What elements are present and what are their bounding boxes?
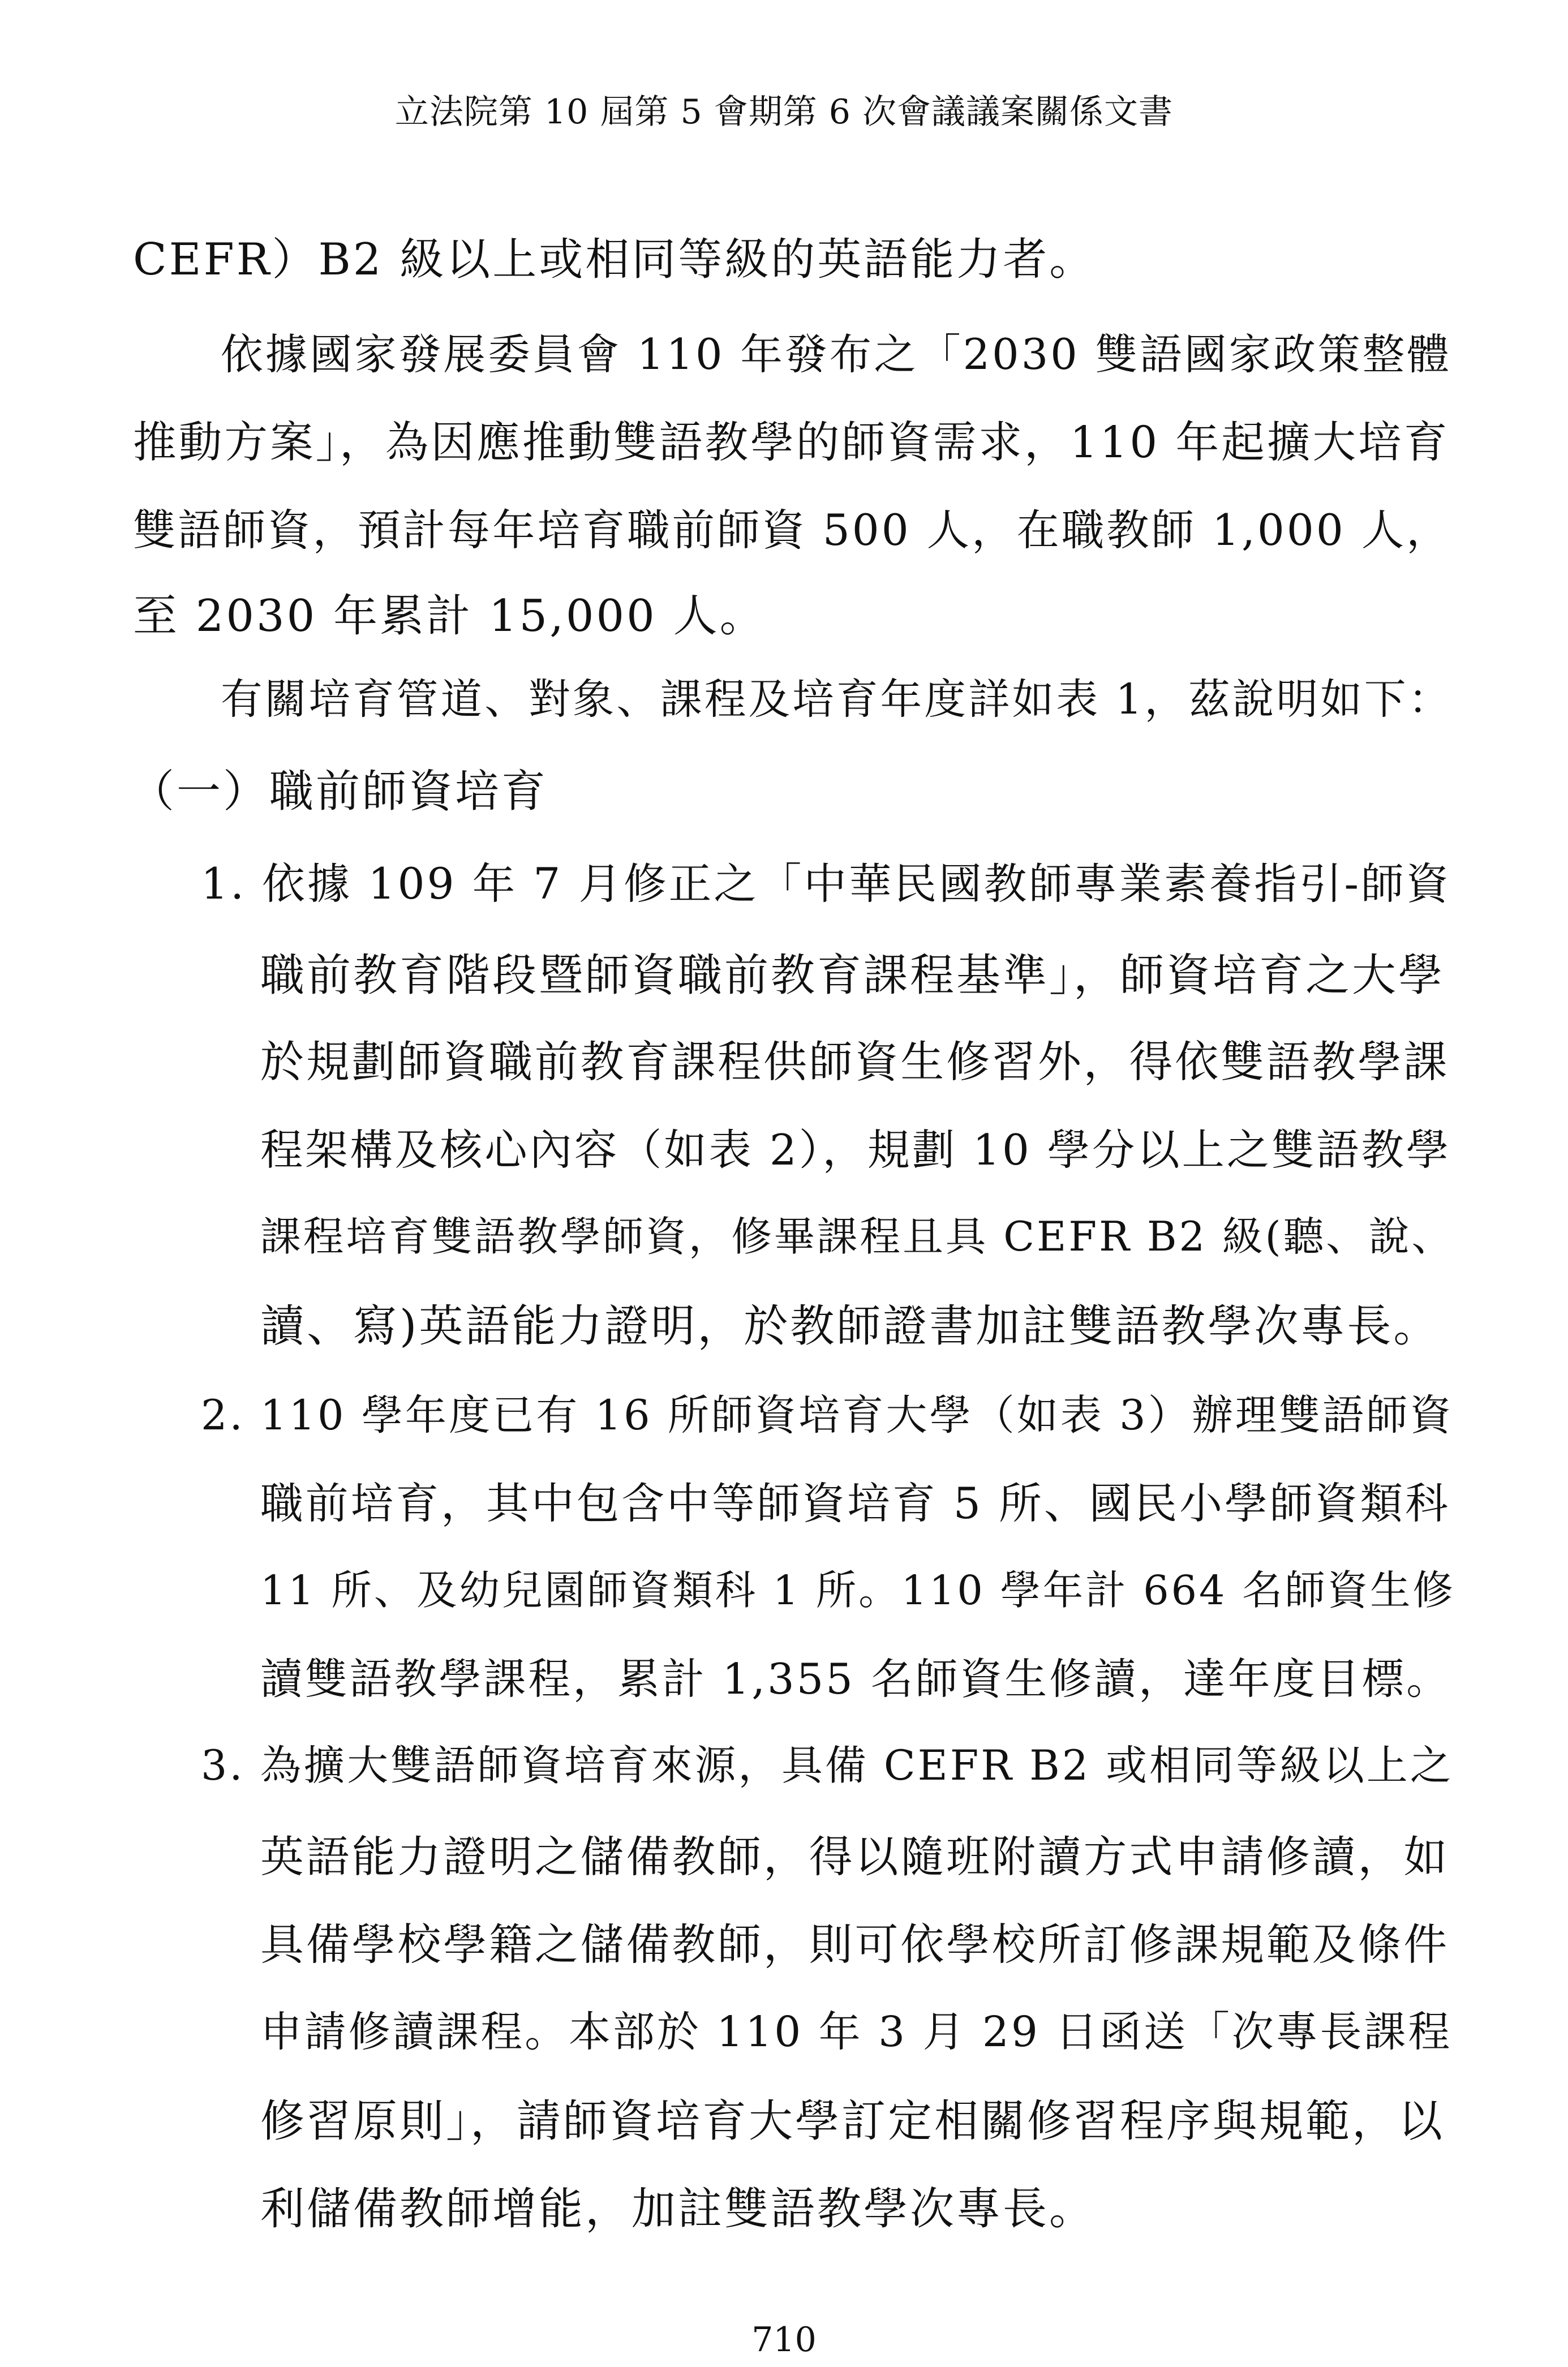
list-item-line: 具備學校學籍之儲備教師，則可依學校所訂修課規範及條件 bbox=[260, 1920, 1450, 1970]
paragraph-line: 依據國家發展委員會 110 年發布之「2030 雙語國家政策整體 bbox=[221, 330, 1451, 379]
list-item-line: 課程培育雙語教學師資，修畢課程且具 CEFR B2 級(聽、說、 bbox=[260, 1213, 1455, 1260]
paragraph-line: CEFR）B2 級以上或相同等級的英語能力者。 bbox=[133, 234, 1096, 285]
list-item-line: 職前培育，其中包含中等師資培育 5 所、國民小學師資類科 bbox=[260, 1479, 1450, 1528]
paragraph-line: 雙語師資，預計每年培育職前師資 500 人，在職教師 1,000 人， bbox=[133, 505, 1451, 555]
list-item-line: 2. 110 學年度已有 16 所師資培育大學（如表 3）辦理雙語師資 bbox=[201, 1391, 1454, 1440]
list-item-line: 申請修讀課程。本部於 110 年 3 月 29 日函送「次專長課程 bbox=[260, 2008, 1453, 2056]
list-item-line: 職前教育階段暨師資職前教育課程基準」，師資培育之大學 bbox=[260, 950, 1445, 1001]
paragraph-line: 推動方案」，為因應推動雙語教學的師資需求，110 年起擴大培育 bbox=[133, 418, 1450, 468]
page-number: 710 bbox=[751, 2320, 817, 2360]
list-item-line: 1. 依據 109 年 7 月修正之「中華民國教師專業素養指引-師資 bbox=[201, 859, 1451, 909]
document-header: 立法院第 10 屆第 5 會期第 6 次會議議案關係文書 bbox=[394, 92, 1174, 132]
list-item-line: 修習原則」，請師資培育大學訂定相關修習程序與規範，以 bbox=[260, 2096, 1445, 2147]
list-item-line: 程架構及核心內容（如表 2），規劃 10 學分以上之雙語教學 bbox=[260, 1125, 1451, 1175]
paragraph-line: 至 2030 年累計 15,000 人。 bbox=[133, 591, 766, 642]
list-item-line: 11 所、及幼兒園師資類科 1 所。110 學年計 664 名師資生修 bbox=[260, 1567, 1455, 1614]
list-item-line: 利儲備教師增能，加註雙語教學次專長。 bbox=[260, 2184, 1096, 2235]
list-item-line: 於規劃師資職前教育課程供師資生修習外，得依雙語教學課 bbox=[260, 1037, 1450, 1088]
list-item-line: 英語能力證明之儲備教師，得以隨班附讀方式申請修讀，如 bbox=[260, 1832, 1450, 1883]
section-title: （一）職前師資培育 bbox=[130, 766, 548, 817]
list-item-line: 讀、寫)英語能力證明，於教師證書加註雙語教學次專長。 bbox=[260, 1301, 1440, 1352]
list-item-line: 讀雙語教學課程，累計 1,355 名師資生修讀，達年度目標。 bbox=[260, 1654, 1451, 1704]
list-item-line: 3. 為擴大雙語師資培育來源，具備 CEFR B2 或相同等級以上之 bbox=[201, 1742, 1454, 1790]
paragraph-line: 有關培育管道、對象、課程及培育年度詳如表 1，茲說明如下： bbox=[221, 676, 1453, 724]
